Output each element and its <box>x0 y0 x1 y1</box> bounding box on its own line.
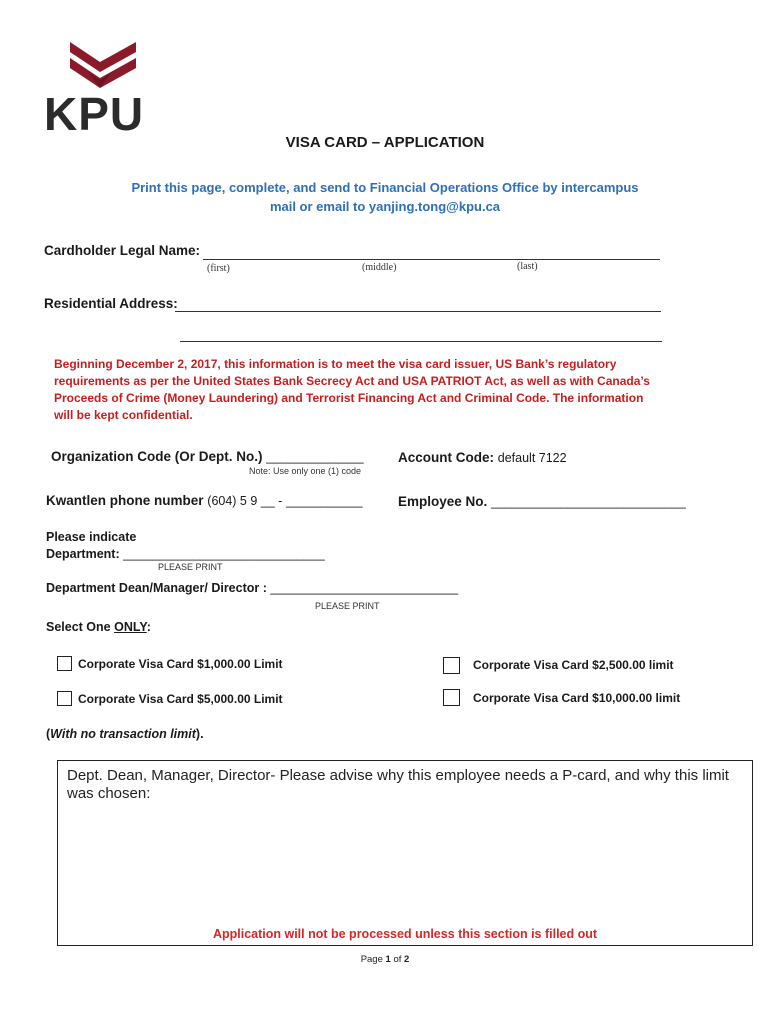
hint-last: (last) <box>517 261 538 272</box>
address-line-1-field[interactable] <box>175 298 661 312</box>
justification-question <box>67 767 747 803</box>
notice-line-2: requirements as per the United States Bank Secrecy Act and USA PATRIOT Act, as well as with Canada’s <box>54 374 650 388</box>
option-5000-label: Corporate Visa Card $5,000.00 Limit <box>78 692 283 706</box>
account-code-row <box>398 450 567 465</box>
no-limit-note <box>46 727 204 741</box>
hint-middle: (middle) <box>362 262 397 273</box>
department-hint: PLEASE PRINT <box>158 562 223 572</box>
no-limit-close: ). <box>195 727 204 741</box>
phone-prefix: (604) 5 9 __ - <box>207 494 283 508</box>
checkbox-1000-limit[interactable] <box>57 656 72 671</box>
select-emph: ONLY <box>114 620 147 634</box>
justification-warning: Application will not be processed unless this section is filled out <box>212 927 598 941</box>
footer-page-num: 1 <box>385 954 391 965</box>
footer-page-word: Page <box>360 954 386 965</box>
dean-hint: PLEASE PRINT <box>315 601 380 611</box>
account-code-label: Account Code: <box>398 450 494 465</box>
footer-of-word: of <box>390 954 405 965</box>
org-code-note: Note: Use only one (1) code <box>249 466 362 476</box>
instructions-line-1: Print this page, complete, and send to Financial Operations Office by intercampus <box>131 180 639 195</box>
justification-box[interactable] <box>57 760 753 946</box>
instructions-line-2: mail or email to yanjing.tong@kpu.ca <box>269 199 501 214</box>
notice-line-1: Beginning December 2, 2017, this information is to meet the visa card issuer, US Bank’s regulatory <box>54 357 617 371</box>
option-1000-label: Corporate Visa Card $1,000.00 Limit <box>78 657 283 671</box>
address-line-2-field[interactable] <box>180 328 662 342</box>
select-one-label <box>46 620 151 634</box>
employee-no-label: Employee No. <box>398 494 488 509</box>
checkbox-10000-limit[interactable] <box>443 689 460 706</box>
cardholder-label: Cardholder Legal Name: <box>44 243 201 258</box>
question-line-2: was chosen: <box>67 785 151 802</box>
employee-no-field[interactable]: ____________________________ <box>491 495 686 509</box>
checkbox-2500-limit[interactable] <box>443 657 460 674</box>
cardholder-name-field[interactable] <box>203 246 660 260</box>
footer-page-total: 2 <box>404 954 410 965</box>
no-limit-open: ( <box>46 727 51 741</box>
account-code-value[interactable]: default 7122 <box>497 451 567 465</box>
regulatory-notice <box>54 356 714 424</box>
phone-field[interactable]: ___________ <box>286 494 363 508</box>
question-line-1: Dept. Dean, Manager, Director- Please advise why this employee needs a P-card, and why this limit <box>67 767 729 784</box>
dean-field[interactable]: ___________________________ <box>270 581 459 595</box>
employee-row <box>398 494 686 509</box>
no-limit-text: With no transaction limit <box>50 727 196 741</box>
org-code-label: Organization Code (Or Dept. No.) <box>51 449 263 464</box>
select-suffix: : <box>146 620 151 634</box>
option-2500-label: Corporate Visa Card $2,500.00 limit <box>473 658 674 672</box>
department-label-1: Please indicate <box>46 530 137 544</box>
checkbox-5000-limit[interactable] <box>57 691 72 706</box>
dean-row <box>46 581 458 595</box>
department-label-2: Department: <box>46 547 120 561</box>
department-block <box>46 529 325 563</box>
notice-line-4: will be kept confidential. <box>54 408 193 422</box>
logo-text: KPU <box>44 88 145 140</box>
org-code-field[interactable]: ______________ <box>266 450 364 464</box>
dean-label: Department Dean/Manager/ Director : <box>46 581 267 595</box>
option-10000-label: Corporate Visa Card $10,000.00 limit <box>473 691 681 705</box>
address-label: Residential Address: <box>44 296 178 311</box>
phone-label: Kwantlen phone number <box>46 493 204 508</box>
page-footer <box>0 954 770 965</box>
select-prefix: Select One <box>46 620 115 634</box>
instructions <box>100 178 670 216</box>
hint-first: (first) <box>207 263 230 274</box>
form-title: VISA CARD – APPLICATION <box>285 134 485 151</box>
org-code-row <box>51 449 364 464</box>
department-field[interactable]: _____________________________ <box>123 547 325 561</box>
notice-line-3: Proceeds of Crime (Money Laundering) and Terrorist Financing Act and Criminal Code. The information <box>54 391 644 405</box>
phone-row <box>46 493 363 508</box>
